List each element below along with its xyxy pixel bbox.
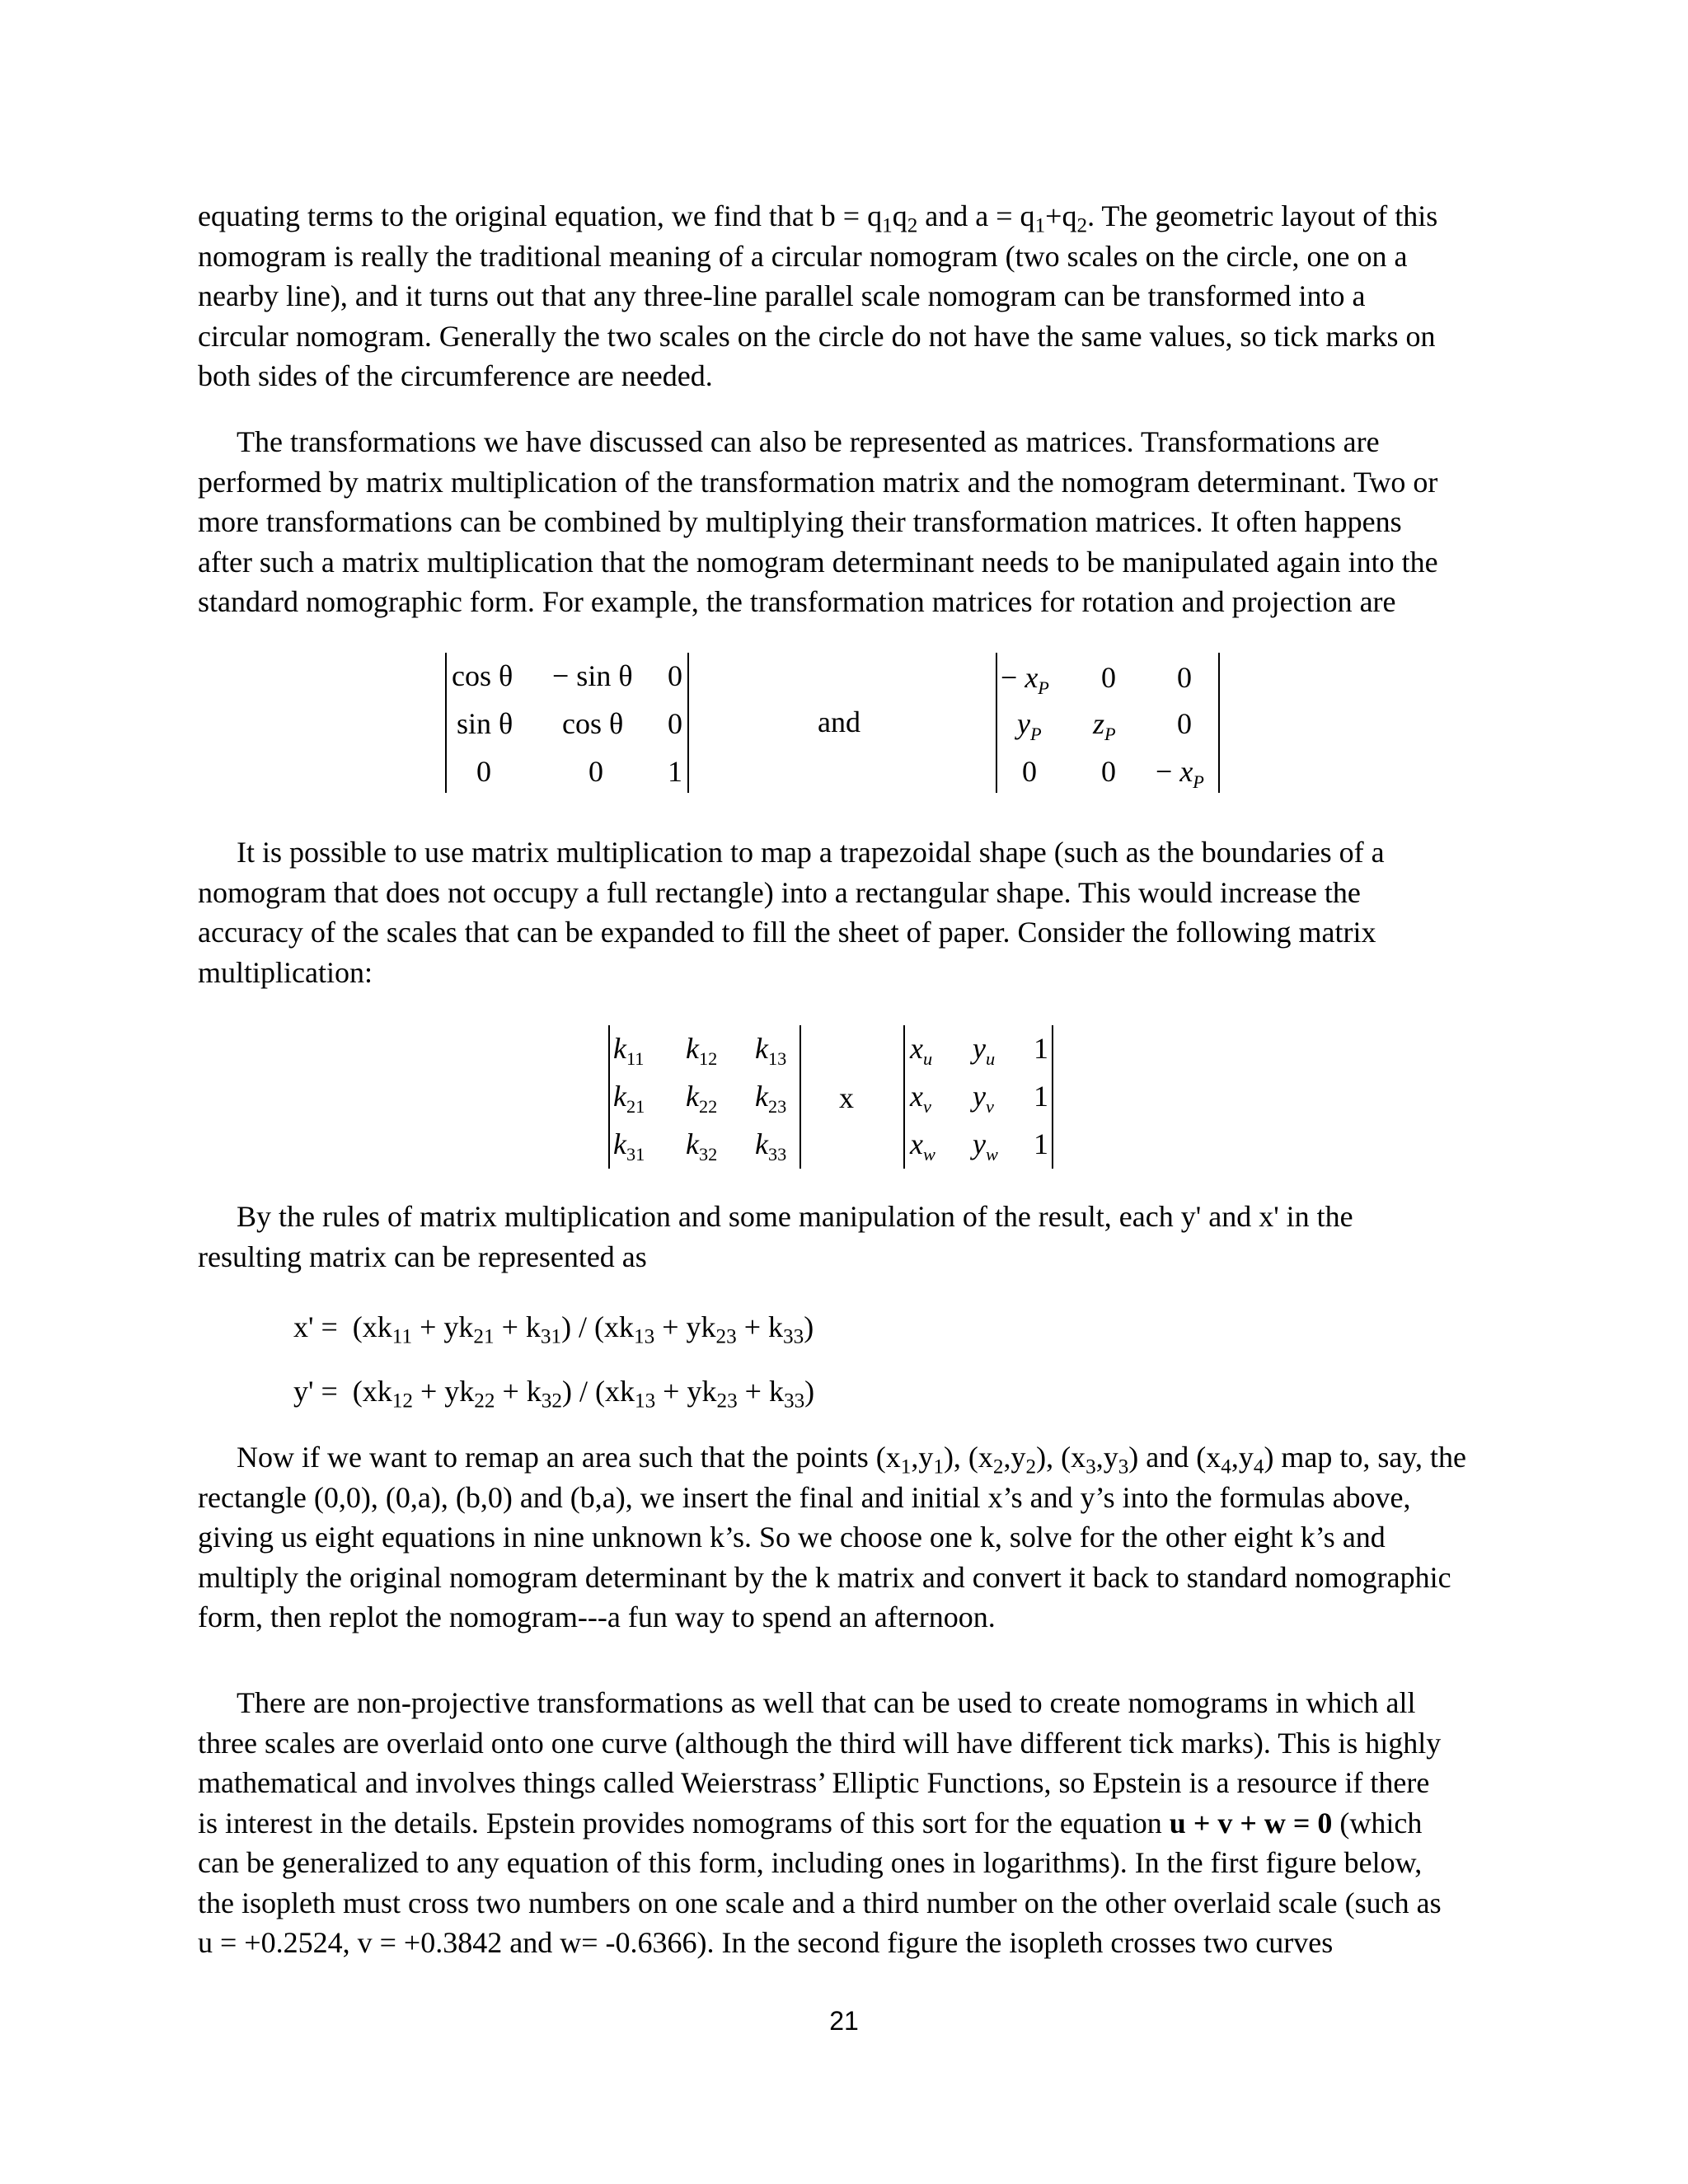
paragraph-3-line-1: It is possible to use matrix multiplication to map a trapezoidal shape (such as the boundaries of a	[237, 836, 1385, 869]
k-21: $k_{21}$	[613, 1080, 645, 1117]
rotation-r2c2: cos θ	[562, 707, 624, 740]
equation-x-prime: $x' = (xk_{11} + yk_{21} + k_{31}) / (xk_{13} + yk_{23} + k_{33})$	[293, 1310, 814, 1348]
one-v: 1	[1034, 1080, 1048, 1113]
k-matrix	[608, 1025, 801, 1169]
rotation-r3c2: 0	[588, 755, 603, 788]
xy-matrix	[903, 1025, 1053, 1169]
projection-matrix	[996, 653, 1220, 793]
x-w: $x_w$	[910, 1127, 935, 1165]
projection-r1c2: 0	[1101, 661, 1116, 694]
one-u: 1	[1034, 1032, 1048, 1065]
rotation-matrix	[445, 653, 689, 793]
paragraph-5	[198, 1437, 1500, 1638]
projection-r2c3: 0	[1177, 707, 1192, 740]
rotation-r3c1: 0	[476, 755, 491, 788]
paragraph-5-line-5: form, then replot the nomogram---a fun way to spend an afternoon.	[198, 1601, 996, 1633]
rotation-r1c2: − sin θ	[552, 659, 633, 692]
paragraph-6-line-5: can be generalized to any equation of this form, including ones in logarithms). In the first figure below,	[198, 1846, 1423, 1879]
paragraph-3-line-3: accuracy of the scales that can be expanded to fill the sheet of paper. Consider the following matrix	[198, 916, 1376, 949]
paragraph-2-line-3: more transformations can be combined by multiplying their transformation matrices. It often happens	[198, 505, 1402, 538]
paragraph-1-line-1: equating terms to the original equation, we find that $b = q_1q_2$ and $a = q_1+q_2$. The geometric layout of this	[198, 199, 1438, 237]
y-u: $y_u$	[973, 1032, 996, 1069]
projection-r3c1: 0	[1022, 755, 1037, 788]
paragraph-6-line-7: u = +0.2524, v = +0.3842 and w= -0.6366). In the second figure the isopleth crosses two curves	[198, 1926, 1334, 1959]
paragraph-5-line-4: multiply the original nomogram determinant by the k matrix and convert it back to standard nomographic	[198, 1560, 1451, 1594]
equation-y-prime: $y' = (xk_{12} + yk_{22} + k_{32}) / (xk_{13} + yk_{23} + k_{33})$	[293, 1375, 815, 1413]
rotation-r3c3: 1	[668, 755, 682, 788]
paragraph-2-line-5: standard nomographic form. For example, the transformation matrices for rotation and projection are	[198, 585, 1396, 618]
paragraph-6	[198, 1683, 1500, 1963]
paragraph-6-line-6: the isopleth must cross two numbers on one scale and a third number on the other overlaid scale (such as	[198, 1886, 1442, 1919]
paragraph-5-line-3: giving us eight equations in nine unknown k’s. So we choose one k, solve for the other eight k’s and	[198, 1521, 1386, 1554]
projection-r1c1: − $x_P$	[1001, 661, 1049, 698]
k-31: $k_{31}$	[613, 1127, 645, 1165]
paragraph-2-line-2: performed by matrix multiplication of the transformation matrix and the nomogram determinant. Two or	[198, 465, 1438, 499]
paragraph-6-line-4: is interest in the details. Epstein provides nomograms of this sort for the equation u + v + w = 0 (which	[198, 1806, 1423, 1840]
x-u: $x_u$	[910, 1032, 933, 1069]
and-connector: and	[818, 705, 860, 738]
paragraph-4-line-2: resulting matrix can be represented as	[198, 1240, 647, 1273]
rotation-r2c3: 0	[668, 707, 682, 740]
paragraph-1-line-3: nearby line), and it turns out that any three-line parallel scale nomogram can be transformed into a	[198, 279, 1366, 312]
paragraph-5-line-1: Now if we want to remap an area such that the points $(x_1,y_1)$, $(x_2,y_2)$, $(x_3,y_3)$ and $(x_4,y_4)$ map to, say, the	[237, 1441, 1467, 1479]
k-13: $k_{13}$	[755, 1032, 787, 1069]
paragraph-1-line-4: circular nomogram. Generally the two scales on the circle do not have the same values, so tick marks on	[198, 319, 1436, 353]
y-w: $y_w$	[973, 1127, 998, 1165]
rotation-r1c1: cos θ	[452, 659, 513, 692]
y-v: $y_v$	[973, 1080, 994, 1117]
x-v: $x_v$	[910, 1080, 931, 1117]
paragraph-4-line-1: By the rules of matrix multiplication and some manipulation of the result, each y' and x' in the	[237, 1200, 1353, 1233]
projection-r2c1: $y_P$	[1017, 707, 1042, 744]
projection-r2c2: $z_P$	[1093, 707, 1116, 744]
k-22: $k_{22}$	[686, 1080, 718, 1117]
paragraph-3-line-2: nomogram that does not occupy a full rectangle) into a rectangular shape. This would increase the	[198, 875, 1361, 909]
rotation-r2c1: sin θ	[457, 707, 513, 740]
paragraph-4	[198, 1197, 1500, 1277]
paragraph-3	[198, 832, 1500, 992]
k-11: $k_{11}$	[613, 1032, 645, 1069]
k-32: $k_{32}$	[686, 1127, 718, 1165]
projection-r3c3: − $x_P$	[1156, 755, 1204, 792]
page-number: 21	[829, 2006, 859, 2036]
paragraph-1	[198, 196, 1500, 396]
one-w: 1	[1034, 1127, 1048, 1160]
times-symbol: x	[839, 1081, 854, 1114]
paragraph-2	[198, 422, 1500, 622]
k-33: $k_{33}$	[755, 1127, 787, 1165]
projection-r1c3: 0	[1177, 661, 1192, 694]
paragraph-2-line-4: after such a matrix multiplication that the nomogram determinant needs to be manipulated again into the	[198, 545, 1438, 579]
paragraph-1-line-2: nomogram is really the traditional meaning of a circular nomogram (two scales on the circle, one on a	[198, 239, 1408, 273]
paragraph-6-line-1: There are non-projective transformations as well that can be used to create nomograms in which all	[237, 1686, 1416, 1719]
paragraph-2-line-1: The transformations we have discussed can also be represented as matrices. Transformations are	[237, 425, 1380, 458]
paragraph-6-line-2: three scales are overlaid onto one curve (although the third will have different tick marks). This is highly	[198, 1726, 1442, 1760]
paragraph-1-line-5: both sides of the circumference are needed.	[198, 359, 713, 392]
paragraph-5-line-2: rectangle (0,0), (0,a), (b,0) and (b,a), we insert the final and initial x’s and y’s into the formulas above,	[198, 1480, 1411, 1514]
paragraph-3-line-4: multiplication:	[198, 955, 373, 989]
paragraph-6-line-3: mathematical and involves things called Weierstrass’ Elliptic Functions, so Epstein is a resource if there	[198, 1766, 1430, 1799]
k-23: $k_{23}$	[755, 1080, 787, 1117]
rotation-r1c3: 0	[668, 659, 682, 692]
projection-r3c2: 0	[1101, 755, 1116, 788]
k-12: $k_{12}$	[686, 1032, 718, 1069]
